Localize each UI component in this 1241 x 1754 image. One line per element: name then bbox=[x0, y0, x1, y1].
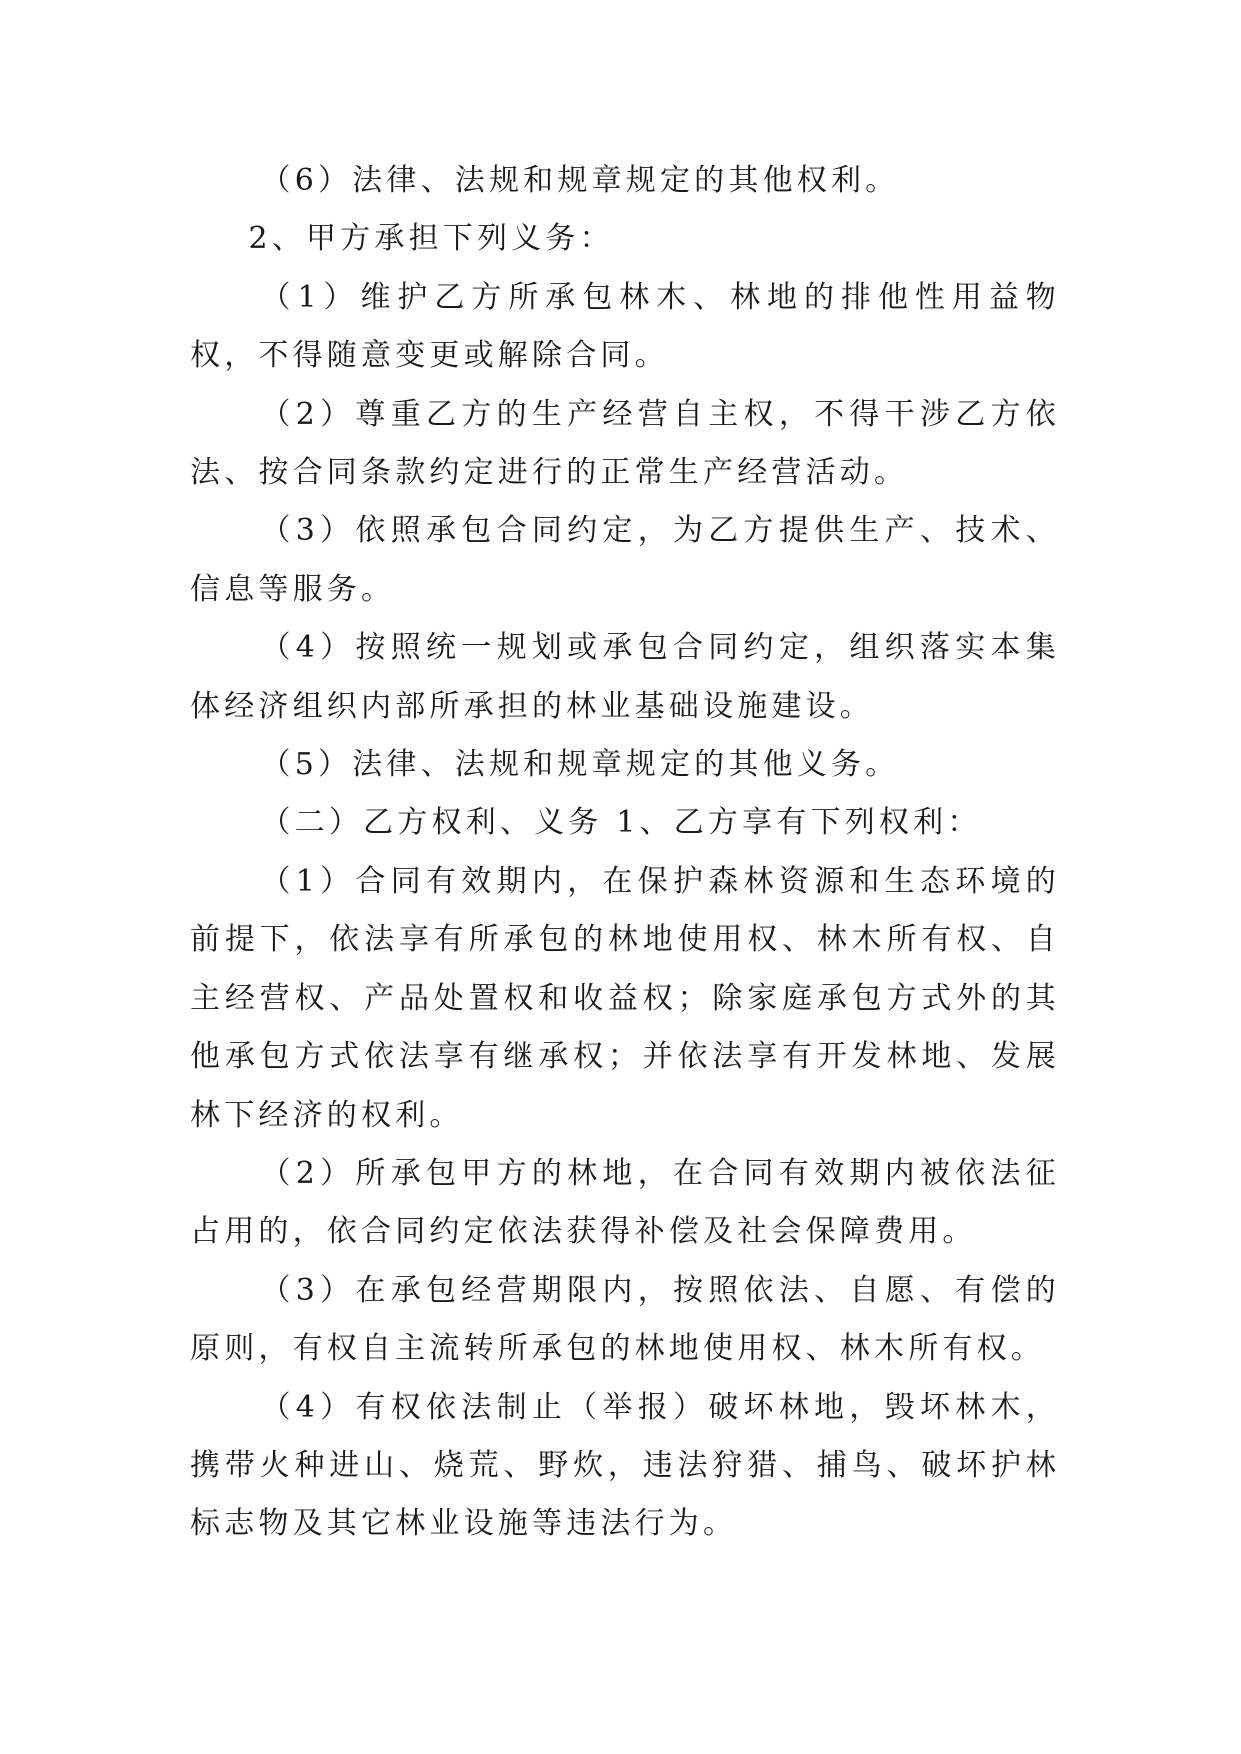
paragraph-party-b-rights-heading: （二）乙方权利、义务 1、乙方享有下列权利： bbox=[260, 805, 982, 841]
paragraph-party-b-right-3: （3）在承包经营期限内，按照依法、自愿、有偿的原则，有权自主流转所承包的林地使用权、林木所有权。 bbox=[190, 1272, 1060, 1367]
document-body bbox=[190, 152, 1060, 1554]
paragraph-party-b-right-1: （1）合同有效期内，在保护森林资源和生态环境的前提下，依法享有所承包的林地使用权、林木所有权、自主经营权、产品处置权和收益权；除家庭承包方式外的其他承包方式依法享有继承权；并依法享有开发林地、发展林下经济的权利。 bbox=[190, 863, 1060, 1133]
paragraph-party-a-obligations-heading: 2、甲方承担下列义务： bbox=[248, 221, 614, 257]
paragraph-party-b-right-2: （2）所承包甲方的林地，在合同有效期内被依法征占用的，依合同约定依法获得补偿及社会保障费用。 bbox=[190, 1155, 1060, 1250]
paragraph-obligation-4: （4）按照统一规划或承包合同约定，组织落实本集体经济组织内部所承担的林业基础设施建设。 bbox=[190, 630, 1060, 724]
paragraph-obligation-2: （2）尊重乙方的生产经营自主权，不得干涉乙方依法、按合同条款约定进行的正常生产经营活动。 bbox=[190, 396, 1060, 491]
paragraph-party-b-right-4: （4）有权依法制止（举报）破坏林地，毁坏林木，携带火种进山、烧荒、野炊，违法狩猎、捕鸟、破坏护林标志物及其它林业设施等违法行为。 bbox=[190, 1389, 1060, 1542]
paragraph-right-6: （6）法律、法规和规章规定的其他权利。 bbox=[260, 163, 900, 198]
paragraph-obligation-1: （1）维护乙方所承包林木、林地的排他性用益物权，不得随意变更或解除合同。 bbox=[190, 279, 1060, 374]
paragraph-obligation-5: （5）法律、法规和规章规定的其他义务。 bbox=[260, 747, 900, 783]
paragraph-obligation-3: （3）依照承包合同约定，为乙方提供生产、技术、信息等服务。 bbox=[190, 513, 1060, 607]
